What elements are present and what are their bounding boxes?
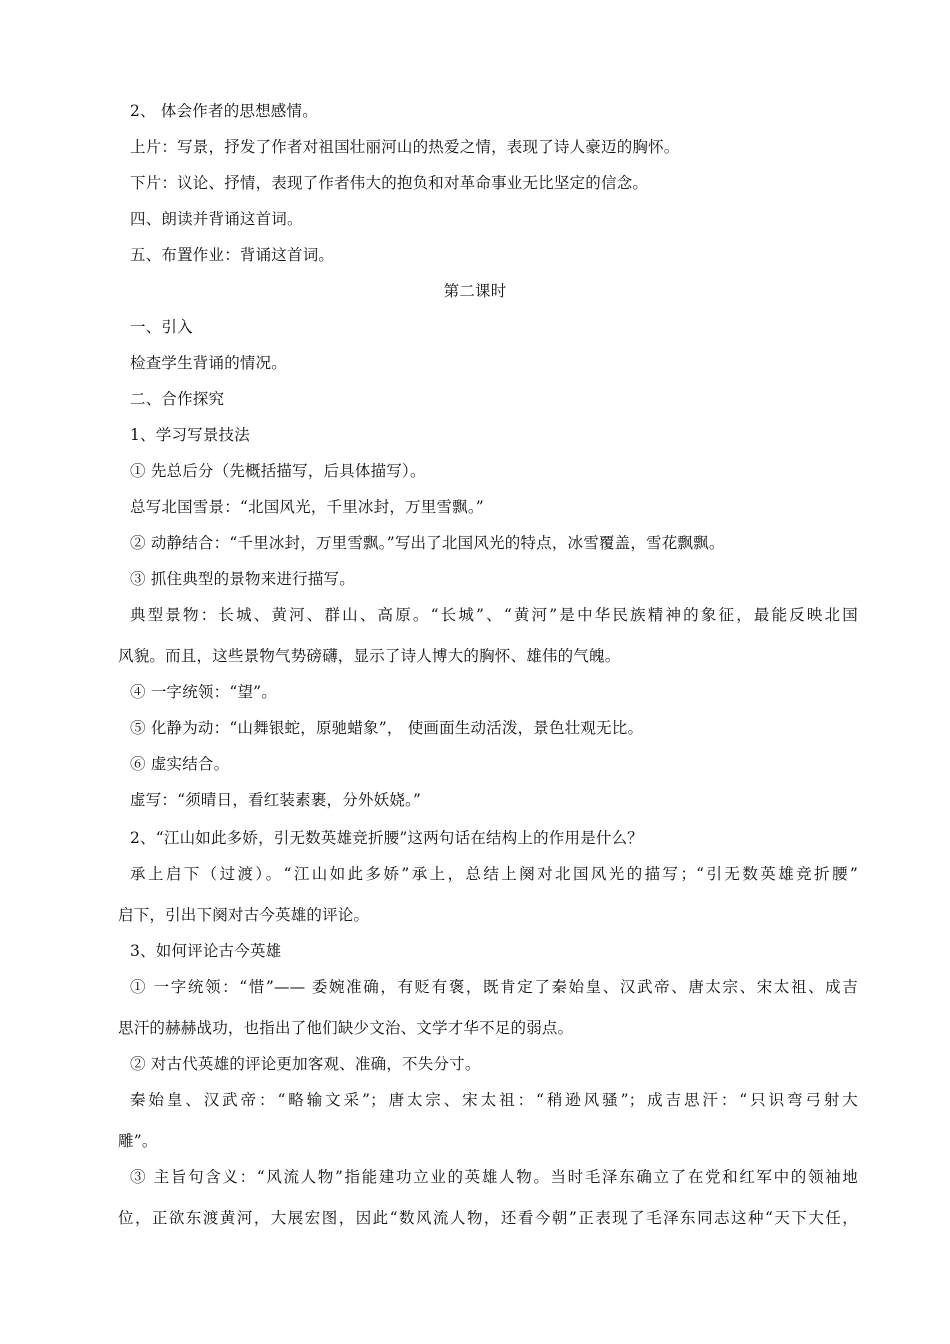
text-line: 虚写：“须晴日，看红装素裹，分外妖娆。” xyxy=(130,791,422,809)
text-line: 2、 体会作者的思想感情。 xyxy=(130,102,318,120)
text-line: 承上启下（过渡）。“江山如此多娇”承上，总结上阕对北国风光的描写；“引无数英雄竞折腰” xyxy=(130,865,858,883)
text-line: 启下，引出下阕对古今英雄的评论。 xyxy=(118,906,370,924)
text-line: ① 一字统领：“惜”—— 委婉准确，有贬有褒，既肯定了秦始皇、汉武帝、唐太宗、宋太祖、成吉 xyxy=(130,978,858,996)
text-line: 思汗的赫赫战功，也指出了他们缺少文治、文学才华不足的弱点。 xyxy=(118,1019,574,1037)
text-line: ④ 一字统领：“望”。 xyxy=(130,683,277,701)
text-line: ② 对古代英雄的评论更加客观、准确，不失分寸。 xyxy=(130,1055,481,1073)
text-line: ① 先总后分（先概括描写，后具体描写）。 xyxy=(130,462,426,480)
text-line: 检查学生背诵的情况。 xyxy=(130,354,288,372)
text-line: 位，正欲东渡黄河，大展宏图，因此“数风流人物，还看今朝”正表现了毛泽东同志这种“天下大任， xyxy=(118,1209,858,1227)
text-line: ③ 抓住典型的景物来进行描写。 xyxy=(130,570,355,588)
text-line: 五、布置作业：背诵这首词。 xyxy=(130,246,335,264)
text-line: 上片：写景，抒发了作者对祖国壮丽河山的热爱之情，表现了诗人豪迈的胸怀。 xyxy=(130,138,680,156)
text-line: 四、朗读并背诵这首词。 xyxy=(130,210,303,228)
text-line: ③ 主旨句含义：“风流人物”指能建功立业的英雄人物。当时毛泽东确立了在党和红军中的领袖地 xyxy=(130,1168,859,1186)
text-line: ⑤ 化静为动：“山舞银蛇，原驰蜡象”， 使画面生动活泼，景色壮观无比。 xyxy=(130,719,644,737)
text-line: 雕”。 xyxy=(118,1132,158,1150)
text-line: 典型景物：长城、黄河、群山、高原。“长城”、“黄河”是中华民族精神的象征，最能反映北国 xyxy=(130,606,858,624)
section-heading: 第二课时 xyxy=(443,282,507,300)
text-line: ⑥ 虚实结合。 xyxy=(130,755,230,773)
text-line: 秦始皇、汉武帝：“略输文采”；唐太宗、宋太祖：“稍逊风骚”；成吉思汗：“只识弯弓射大 xyxy=(130,1091,858,1109)
text-line: 二、合作探究 xyxy=(130,390,225,408)
text-line: 一、引入 xyxy=(130,318,193,336)
text-line: ② 动静结合：“千里冰封，万里雪飘。”写出了北国风光的特点，冰雪覆盖，雪花飘飘。 xyxy=(130,534,725,552)
text-line: 风貌。而且，这些景物气势磅礴，显示了诗人博大的胸怀、雄伟的气魄。 xyxy=(118,647,621,665)
text-line: 下片：议论、抒情，表现了作者伟大的抱负和对革命事业无比坚定的信念。 xyxy=(130,174,649,192)
text-line: 总写北国雪景：“北国风光，千里冰封，万里雪飘。” xyxy=(130,498,484,516)
text-line: 1、学习写景技法 xyxy=(130,426,250,444)
text-line: 3、如何评论古今英雄 xyxy=(130,942,282,960)
text-line: 2、“江山如此多娇，引无数英雄竞折腰”这两句话在结构上的作用是什么？ xyxy=(130,829,644,847)
